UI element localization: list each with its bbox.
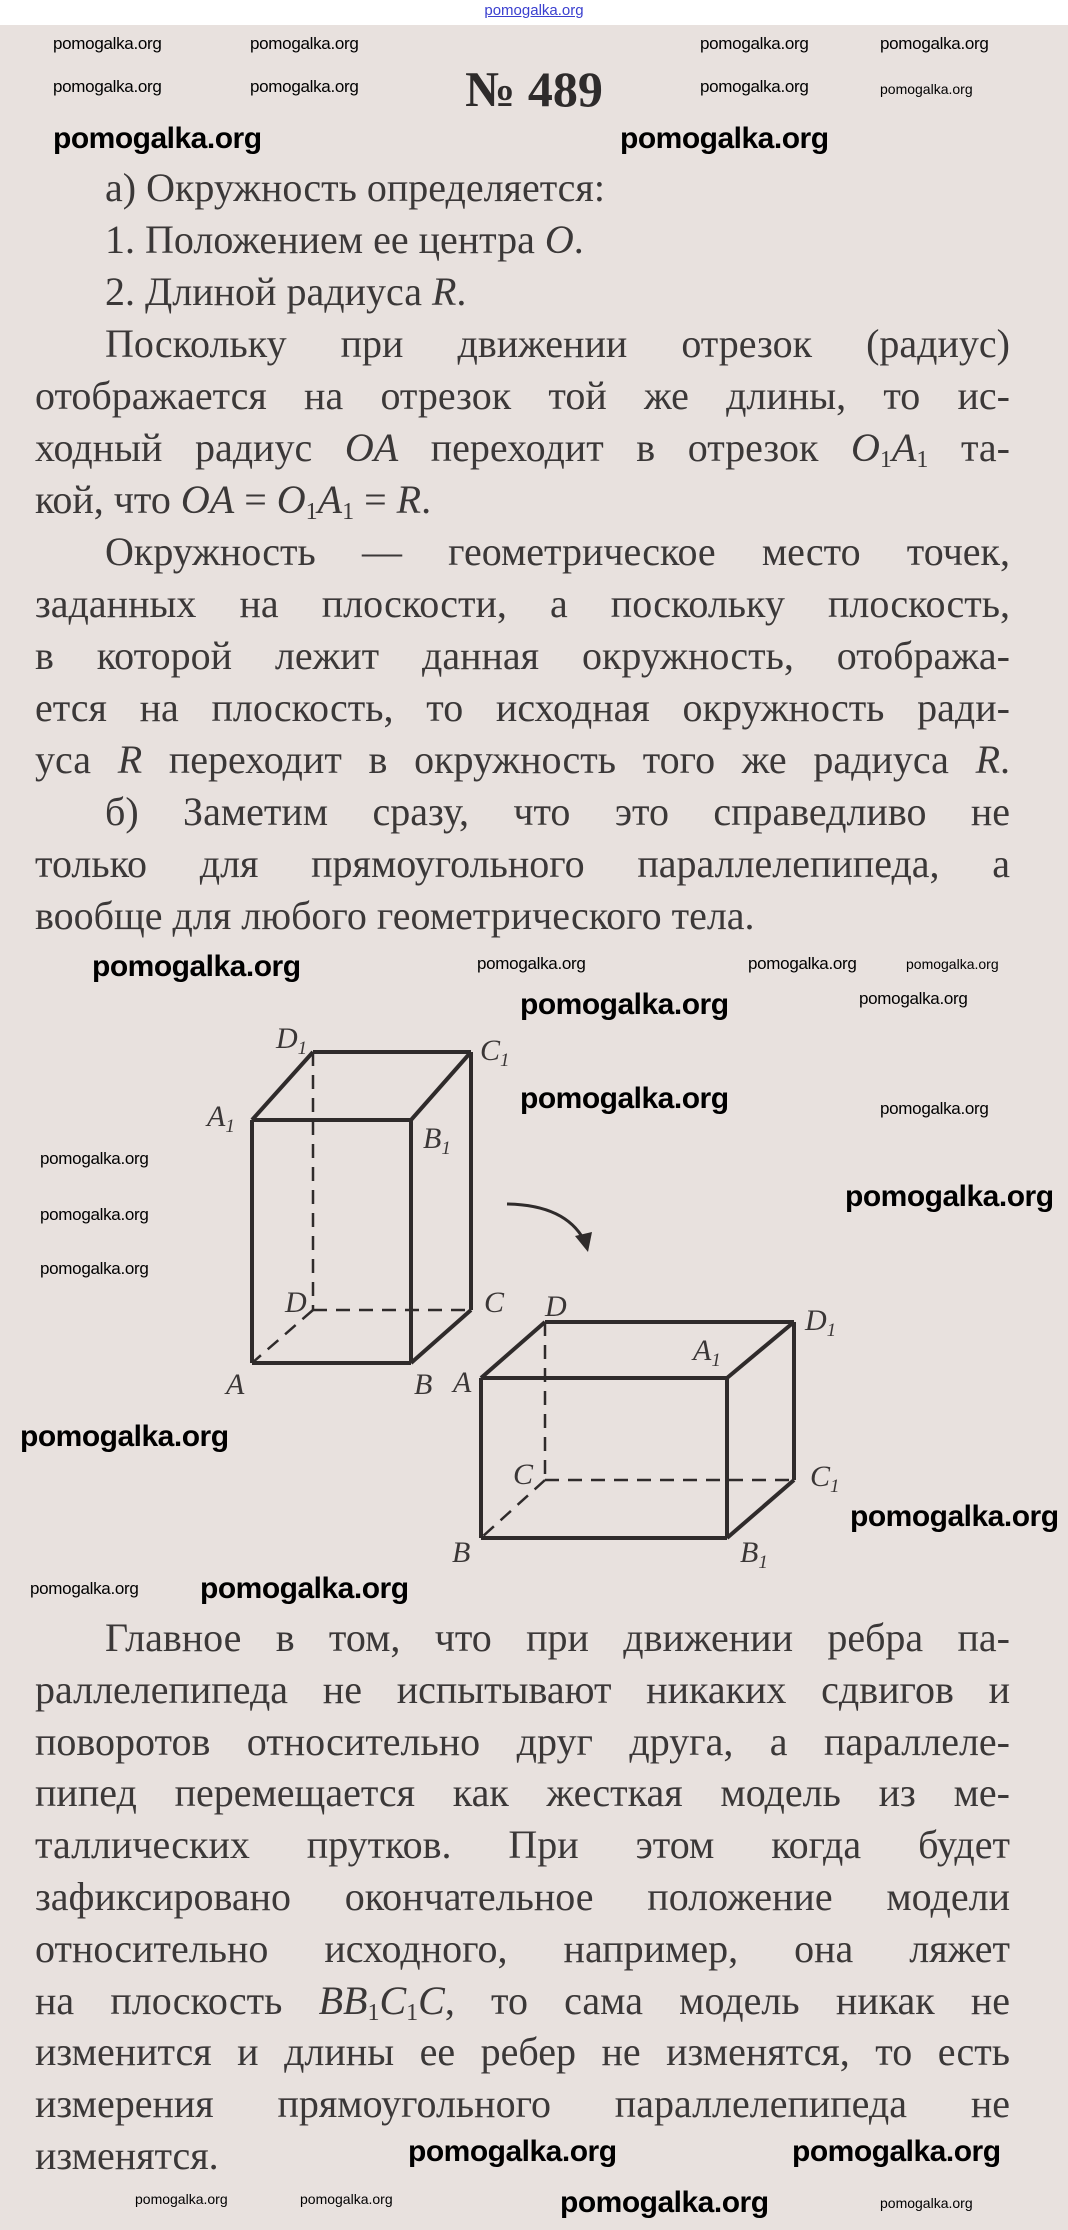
- math-symbol: C: [418, 1977, 445, 2023]
- text-line: [35, 1767, 1010, 1819]
- watermark: pomogalka.org: [53, 34, 162, 53]
- label-letter: C: [480, 1034, 501, 1067]
- text-segment: измерения прямоугольного параллелепипеда не: [35, 2081, 1010, 2127]
- text-segment: , то сама модель никак не: [444, 1977, 1011, 2023]
- watermark: pomogalka.org: [906, 956, 999, 972]
- label-D: [544, 1290, 567, 1323]
- label-letter: D: [805, 1304, 827, 1337]
- watermark: pomogalka.org: [53, 77, 162, 96]
- subscript: 1: [879, 447, 892, 473]
- watermark: pomogalka.org: [40, 1259, 149, 1278]
- math-symbol: O: [851, 425, 880, 470]
- watermark: pomogalka.org: [850, 1500, 1059, 1533]
- watermark: pomogalka.org: [700, 34, 809, 53]
- text-segment: б) Заметим сразу, что это справедливо не: [105, 789, 1010, 834]
- watermark: pomogalka.org: [748, 954, 857, 973]
- site-link[interactable]: pomogalka.org: [484, 2, 584, 19]
- label-A1: [691, 1334, 721, 1371]
- text-segment: кой, что: [35, 477, 181, 522]
- text-segment: только для прямоугольного параллелепипеда, а: [35, 841, 1010, 886]
- math-symbol: OA: [344, 425, 399, 470]
- edge: [481, 1322, 545, 1378]
- label-A: [224, 1368, 245, 1401]
- label-B: [414, 1368, 432, 1401]
- label-D1: [275, 1022, 307, 1059]
- text-segment: а) Окружность определяется:: [105, 165, 605, 210]
- watermark: pomogalka.org: [20, 1420, 229, 1453]
- text-segment: 1. Положением ее центра: [105, 217, 545, 262]
- label-subscript: 1: [225, 1116, 235, 1137]
- edge: [727, 1322, 794, 1378]
- watermark: pomogalka.org: [477, 954, 586, 973]
- text-segment: 2. Длиной радиуса: [105, 269, 432, 314]
- label-C: [513, 1458, 534, 1491]
- watermark: pomogalka.org: [880, 2195, 973, 2211]
- text-segment: Окружность — геометрическое место точек,: [105, 529, 1010, 574]
- label-letter: A: [226, 1368, 245, 1401]
- arrow-icon: [507, 1204, 584, 1240]
- watermark: pomogalka.org: [30, 1579, 139, 1598]
- label-subscript: 1: [711, 1350, 721, 1371]
- math-symbol: BB: [318, 1977, 368, 2023]
- watermark: pomogalka.org: [520, 988, 729, 1021]
- text-segment: .: [573, 217, 584, 262]
- label-subscript: 1: [830, 1476, 840, 1497]
- text-line: [35, 1664, 1010, 1716]
- label-letter: A: [207, 1100, 226, 1133]
- text-segment: .: [1000, 737, 1010, 782]
- math-symbol: R: [117, 737, 143, 782]
- label-C1: [810, 1460, 840, 1497]
- label-letter: C: [513, 1458, 534, 1491]
- text-segment: ется на плоскость, то исходная окружность ради-: [35, 685, 1010, 730]
- label-D: [284, 1286, 307, 1319]
- math-symbol: O: [544, 217, 574, 262]
- label-B1: [740, 1536, 768, 1573]
- label-letter: C: [484, 1286, 505, 1319]
- text-segment: зафиксировано окончательное положение модели: [35, 1873, 1010, 1919]
- arrow-head: [575, 1232, 592, 1252]
- text-segment: уса: [35, 737, 118, 782]
- label-B: [452, 1536, 470, 1569]
- subscript: 1: [367, 1999, 380, 2026]
- text-segment: .: [421, 477, 432, 522]
- watermark: pomogalka.org: [408, 2135, 617, 2168]
- label-letter: B: [740, 1536, 759, 1569]
- text-segment: переходит в окружность того же радиуса: [142, 737, 976, 782]
- subscript: 1: [342, 499, 355, 525]
- watermark: pomogalka.org: [792, 2135, 1001, 2168]
- subscript: 1: [305, 499, 318, 525]
- watermark: pomogalka.org: [880, 34, 989, 53]
- label-letter: B: [414, 1368, 433, 1401]
- label-subscript: 1: [297, 1038, 308, 1059]
- watermark: pomogalka.org: [300, 2191, 393, 2207]
- watermark: pomogalka.org: [845, 1180, 1054, 1213]
- watermark: pomogalka.org: [200, 1572, 409, 1605]
- watermark: pomogalka.org: [880, 1099, 989, 1118]
- math-symbol: R: [975, 737, 1000, 782]
- label-subscript: 1: [758, 1552, 768, 1573]
- text-segment: на плоскость: [35, 1977, 319, 2023]
- math-symbol: A: [317, 477, 343, 522]
- text-line: [35, 1871, 1010, 1923]
- text-line: [35, 2078, 1010, 2130]
- watermark: pomogalka.org: [859, 989, 968, 1008]
- watermark: pomogalka.org: [40, 1149, 149, 1168]
- math-symbol: R: [396, 477, 422, 522]
- text-segment: та-: [928, 425, 1010, 470]
- label-subscript: 1: [441, 1138, 451, 1159]
- subscript: 1: [916, 447, 929, 473]
- text-segment: Главное в том, что при движении ребра па-: [105, 1615, 1010, 1660]
- math-symbol: O: [276, 477, 306, 522]
- text-segment: раллелепипеда не испытывают никаких сдвигов и: [35, 1666, 1010, 1712]
- text-line: [35, 1923, 1010, 1975]
- label-letter: D: [285, 1286, 307, 1319]
- label-C1: [480, 1034, 510, 1071]
- math-symbol: R: [431, 269, 457, 314]
- text-segment: пипед перемещается как жесткая модель из ме-: [35, 1770, 1010, 1816]
- edge: [252, 1052, 313, 1120]
- watermark: pomogalka.org: [250, 77, 359, 96]
- label-subscript: 1: [826, 1320, 837, 1341]
- text-line: [35, 2026, 1010, 2078]
- watermark: pomogalka.org: [250, 34, 359, 53]
- label-letter: D: [545, 1290, 567, 1323]
- label-subscript: 1: [500, 1050, 510, 1071]
- label-D1: [804, 1304, 836, 1341]
- text-segment: таллических прутков. При этом когда будет: [35, 1822, 1010, 1868]
- math-symbol: C: [379, 1977, 407, 2023]
- text-segment: =: [354, 477, 397, 522]
- label-letter: B: [452, 1536, 471, 1569]
- text-segment: переходит в отрезок: [398, 425, 852, 470]
- text-line: [35, 1975, 1010, 2027]
- text-segment: =: [234, 477, 277, 522]
- watermark: pomogalka.org: [40, 1205, 149, 1224]
- text-segment: ходный радиус: [35, 425, 345, 470]
- text-segment: .: [456, 269, 467, 314]
- text-segment: заданных на плоскости, а поскольку плоскость,: [35, 581, 1010, 626]
- subscript: 1: [406, 1999, 419, 2026]
- watermark: pomogalka.org: [520, 1082, 729, 1115]
- math-symbol: OA: [180, 477, 235, 522]
- watermark: pomogalka.org: [700, 77, 809, 96]
- text-segment: относительно исходного, например, она ляжет: [35, 1925, 1010, 1971]
- edge: [727, 1480, 794, 1538]
- text-line: [35, 1716, 1010, 1768]
- label-A: [451, 1366, 472, 1399]
- label-C: [484, 1286, 505, 1319]
- problem-number: № 489: [465, 61, 603, 117]
- solution-part-b-text: [35, 1612, 1010, 2182]
- text-segment: вообще для любого геометрического тела.: [35, 893, 755, 938]
- text-segment: Поскольку при движении отрезок (радиус): [105, 321, 1010, 366]
- label-A1: [205, 1100, 235, 1137]
- label-letter: D: [276, 1022, 298, 1055]
- label-letter: C: [810, 1460, 831, 1493]
- label-letter: A: [453, 1366, 472, 1399]
- label-letter: A: [693, 1334, 712, 1367]
- watermark: pomogalka.org: [53, 122, 262, 155]
- watermark: pomogalka.org: [560, 2186, 769, 2219]
- watermark: pomogalka.org: [92, 950, 301, 983]
- watermark: pomogalka.org: [135, 2191, 228, 2207]
- text-segment: изменится и длины ее ребер не изменятся, то есть: [35, 2029, 1010, 2075]
- text-line: [35, 1819, 1010, 1871]
- label-letter: B: [423, 1122, 442, 1155]
- text-segment: изменятся.: [35, 2132, 219, 2178]
- text-segment: отображается на отрезок той же длины, то ис-: [35, 373, 1010, 418]
- text-segment: поворотов относительно друг друга, а параллеле-: [35, 1718, 1010, 1764]
- edge: [411, 1052, 471, 1120]
- text-line: [35, 1612, 1010, 1664]
- label-B1: [423, 1122, 451, 1159]
- text-segment: в которой лежит данная окружность, отобража-: [35, 633, 1010, 678]
- math-symbol: A: [891, 425, 917, 470]
- watermark: pomogalka.org: [880, 81, 973, 97]
- watermark: pomogalka.org: [620, 122, 829, 155]
- edge: [411, 1310, 471, 1363]
